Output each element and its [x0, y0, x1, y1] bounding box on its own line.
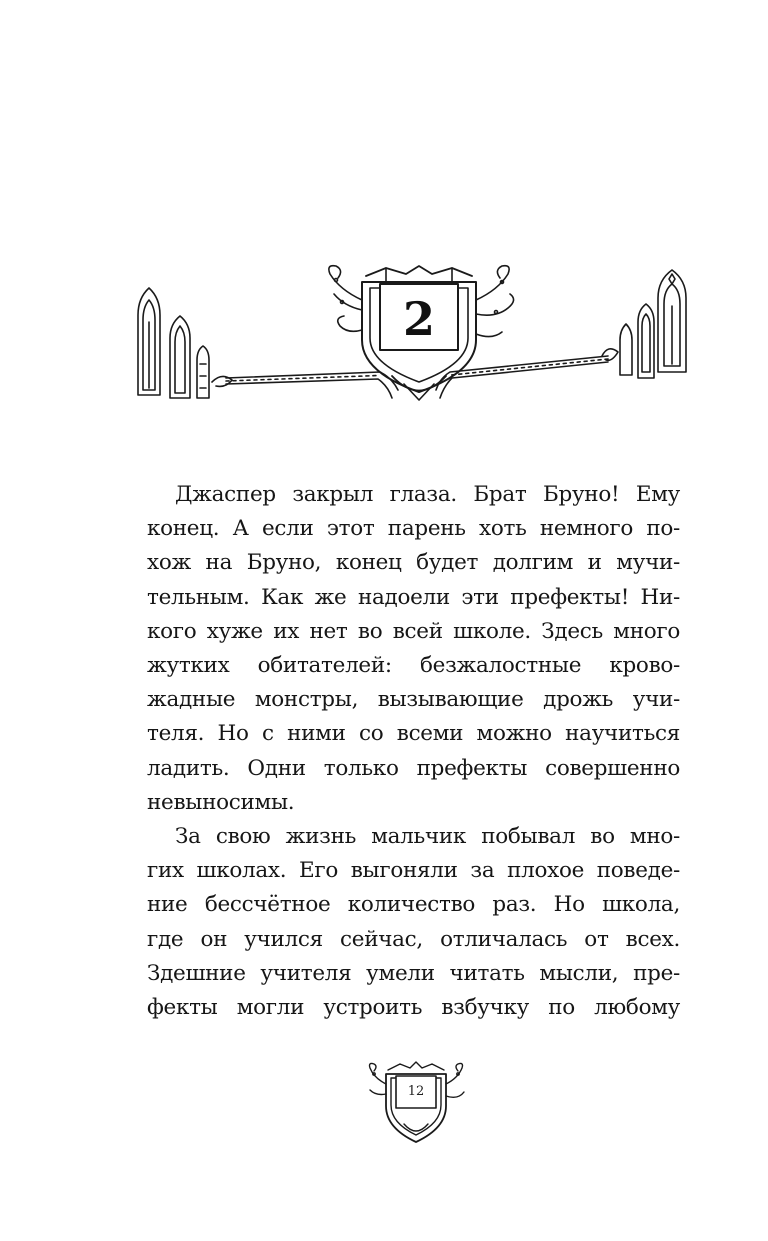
text-line: фекты могли устроить взбучку по любому: [147, 995, 680, 1021]
page-number: 12: [407, 1084, 425, 1099]
text-line: невыносимы.: [147, 789, 295, 815]
paragraph-2: [147, 820, 680, 1025]
chapter-header-ornament: [130, 260, 710, 410]
text-line: где он учился сейчас, отличалась от всех.: [147, 926, 680, 952]
text-line: теля. Но с ними со всеми можно научиться: [147, 721, 680, 747]
text-line: ние бессчётное количество раз. Но школа,: [147, 892, 680, 918]
chapter-body-text: [147, 478, 680, 1025]
text-line: Джаспер закрыл глаза. Брат Бруно! Ему: [175, 482, 680, 507]
text-line: гих школах. Его выгоняли за плохое поведе-: [147, 858, 680, 884]
text-line: хож на Бруно, конец будет долгим и мучи-: [147, 550, 680, 576]
page-number-ornament: [356, 1058, 476, 1148]
text-line: За свою жизнь мальчик побывал во мно-: [175, 824, 680, 850]
text-line: конец. А если этот парень хоть немного по-: [147, 516, 680, 542]
chapter-number: 2: [402, 292, 435, 346]
small-crest-illustration: [356, 1058, 476, 1148]
text-line: Здешние учителя умели читать мысли, пре-: [147, 960, 680, 986]
text-line: кого хуже их нет во всей школе. Здесь много: [147, 618, 680, 644]
text-line: тельным. Как же надоели эти префекты! Ни-: [147, 584, 680, 610]
text-line: жутких обитателей: безжалостные крово-: [147, 653, 680, 679]
paragraph-1: [147, 478, 680, 820]
text-line: жадные монстры, вызывающие дрожь учи-: [147, 687, 680, 713]
text-line: ладить. Одни только префекты совершенно: [147, 755, 680, 781]
